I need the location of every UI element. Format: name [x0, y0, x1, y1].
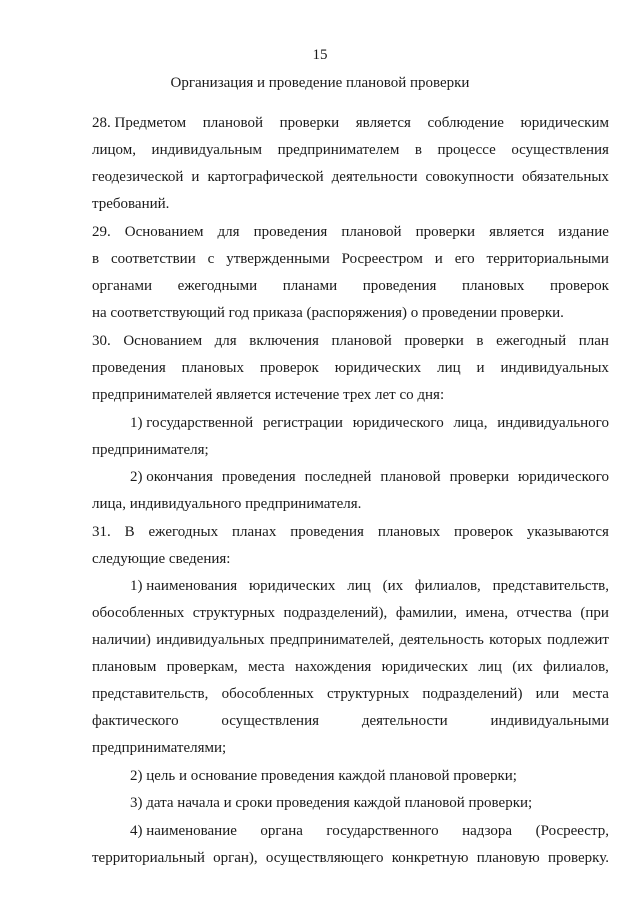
word: 29.: [92, 224, 111, 240]
word: и: [434, 251, 443, 267]
text-line: [92, 276, 609, 296]
word: юридического: [518, 469, 609, 485]
text-line: предпринимателями;: [92, 740, 227, 756]
word: филиалов,: [543, 659, 609, 675]
word: соответствии: [110, 251, 196, 267]
word: индивидуальным: [151, 142, 263, 158]
word: структурных: [192, 605, 275, 621]
word: 2) окончания: [130, 469, 213, 485]
word: обязательных: [521, 169, 609, 185]
text-line: [92, 140, 609, 160]
word: планах: [231, 524, 277, 540]
word: последней: [304, 469, 372, 485]
section-title: Организация и проведение плановой проверки: [170, 75, 470, 91]
word: территориальными: [486, 251, 609, 267]
word: проверки: [449, 469, 510, 485]
word: органа: [260, 823, 303, 839]
text-line: [130, 576, 609, 596]
word: лицом,: [92, 142, 136, 158]
word: юридических: [248, 578, 336, 594]
word: которых: [489, 632, 542, 648]
word: плановых: [462, 278, 525, 294]
word: процессе: [437, 142, 496, 158]
word: плановой: [341, 224, 402, 240]
word: картографической: [207, 169, 324, 185]
text-line: на соответствующий год приказа (распоряжения) о проведении проверки.: [92, 305, 564, 321]
word: плановым: [92, 659, 157, 675]
word: и: [191, 169, 200, 185]
word: или: [535, 686, 560, 702]
word: плановую: [476, 850, 540, 866]
word: проведения: [290, 524, 364, 540]
word: регистрации: [262, 415, 343, 431]
word: проведения: [221, 469, 296, 485]
word: осуществления: [511, 142, 609, 158]
word: совокупности: [425, 169, 514, 185]
word: подлежит: [547, 632, 609, 648]
word: представительств,: [492, 578, 609, 594]
word: подразделений),: [283, 605, 388, 621]
word: места: [572, 686, 609, 702]
word: фамилии,: [395, 605, 458, 621]
page-number: 15: [312, 47, 328, 63]
word: проверку.: [547, 850, 609, 866]
text-line: [130, 821, 609, 841]
word: ежегодными: [177, 278, 258, 294]
word: лиц: [347, 578, 371, 594]
word: индивидуальных: [500, 360, 609, 376]
text-line: [92, 522, 609, 542]
text-line: [92, 113, 609, 133]
word: геодезической: [92, 169, 184, 185]
word: структурных: [326, 686, 410, 702]
word: места: [248, 659, 285, 675]
word: юридических: [381, 659, 469, 675]
word: лиц: [437, 360, 461, 376]
word: соблюдение: [427, 115, 504, 131]
word: отчества: [516, 605, 572, 621]
word: ежегодный: [496, 333, 567, 349]
word: деятельности: [361, 713, 448, 729]
word: филиалов,: [414, 578, 481, 594]
word: конкретную: [391, 850, 469, 866]
word: индивидуального: [497, 415, 609, 431]
text-line: следующие сведения:: [92, 551, 231, 567]
text-line: 3) дата начала и сроки проведения каждой плановой проверки;: [130, 795, 533, 811]
word: наличии): [92, 632, 151, 648]
word: плановой: [380, 469, 441, 485]
word: и: [476, 360, 485, 376]
text-line: [92, 657, 609, 677]
word: плановых: [377, 524, 441, 540]
word: 1) государственной: [130, 415, 254, 431]
word: лиц: [478, 659, 502, 675]
word: юридических: [334, 360, 422, 376]
word: проверок: [259, 360, 319, 376]
word: проведения: [92, 360, 166, 376]
word: юридическим: [520, 115, 609, 131]
word: фактического: [92, 713, 179, 729]
word: 1) наименования: [130, 578, 238, 594]
word: проверок: [549, 278, 609, 294]
word: Основанием: [124, 224, 204, 240]
word: утвержденными: [226, 251, 330, 267]
word: предпринимателем: [277, 142, 400, 158]
word: в: [414, 142, 422, 158]
word: 4) наименование: [130, 823, 237, 839]
word: ежегодных: [148, 524, 219, 540]
word: подразделений): [422, 686, 523, 702]
word: указываются: [526, 524, 609, 540]
word: деятельности: [331, 169, 418, 185]
word: проверки: [404, 333, 464, 349]
word: (при: [580, 605, 609, 621]
text-line: предпринимателей является истечение трех лет со дня:: [92, 387, 445, 403]
text-line: [130, 467, 609, 487]
word: 31.: [92, 524, 111, 540]
word: плановой: [202, 115, 263, 131]
word: индивидуальными: [490, 713, 609, 729]
word: надзора: [462, 823, 513, 839]
word: проведения: [253, 224, 328, 240]
word: для: [214, 333, 237, 349]
word: органами: [92, 278, 153, 294]
word: 28. Предметом: [92, 115, 187, 131]
word: Основанием: [123, 333, 203, 349]
word: проверок: [454, 524, 514, 540]
word: проверкам,: [166, 659, 238, 675]
word: индивидуальных: [156, 632, 265, 648]
word: нахождения: [294, 659, 372, 675]
word: в: [476, 333, 484, 349]
text-line: [92, 167, 609, 187]
text-line: требований.: [92, 196, 170, 212]
word: деятельность: [399, 632, 484, 648]
word: Росреестром: [341, 251, 423, 267]
word: в: [92, 251, 100, 267]
word: издание: [558, 224, 609, 240]
word: юридического: [352, 415, 444, 431]
word: имена,: [465, 605, 509, 621]
word: планами: [282, 278, 338, 294]
text-line: 2) цель и основание проведения каждой плановой проверки;: [130, 768, 517, 784]
word: 30.: [92, 333, 111, 349]
word: его: [454, 251, 475, 267]
word: территориальный: [92, 850, 205, 866]
word: план: [578, 333, 609, 349]
text-line: [92, 249, 609, 269]
word: плановых: [181, 360, 244, 376]
word: для: [217, 224, 240, 240]
word: осуществления: [221, 713, 320, 729]
word: предпринимателей,: [269, 632, 394, 648]
text-line: [92, 848, 609, 868]
word: лица,: [453, 415, 488, 431]
word: является: [489, 224, 545, 240]
word: с: [207, 251, 215, 267]
text-line: [92, 603, 609, 623]
word: орган),: [213, 850, 258, 866]
word: (их: [382, 578, 404, 594]
text-line: [92, 331, 609, 351]
text-line: предпринимателя;: [92, 442, 209, 458]
text-line: [130, 413, 609, 433]
text-line: [92, 630, 609, 650]
word: проверки: [415, 224, 476, 240]
word: плановой: [331, 333, 392, 349]
word: государственного: [326, 823, 439, 839]
text-line: [92, 684, 609, 704]
text-line: [92, 358, 609, 378]
word: В: [124, 524, 135, 540]
word: проверки: [279, 115, 340, 131]
word: (их: [512, 659, 533, 675]
word: (Росреестр,: [535, 823, 609, 839]
word: включения: [249, 333, 319, 349]
word: обособленных: [221, 686, 314, 702]
text-line: [92, 222, 609, 242]
word: проведения: [362, 278, 437, 294]
word: обособленных: [92, 605, 185, 621]
text-line: [92, 711, 609, 731]
word: является: [355, 115, 411, 131]
word: представительств,: [92, 686, 209, 702]
word: осуществляющего: [265, 850, 384, 866]
text-line: лица, индивидуального предпринимателя.: [92, 496, 362, 512]
